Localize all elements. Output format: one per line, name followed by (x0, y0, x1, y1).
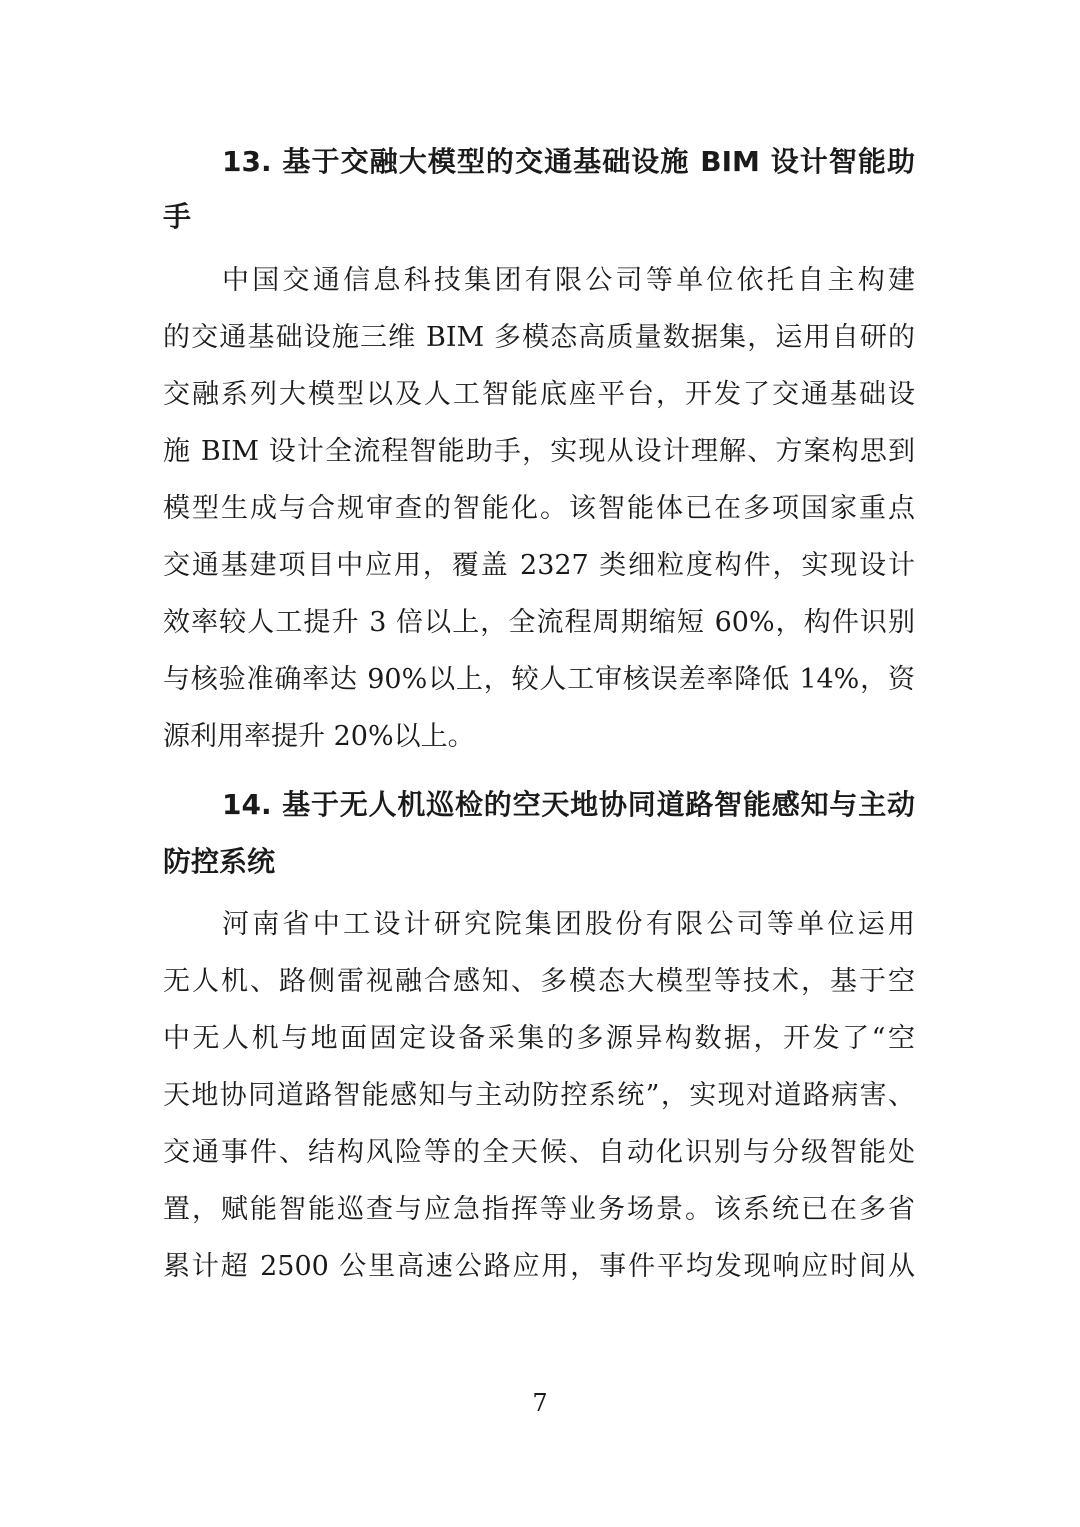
section-13-body-line: 施 BIM 设计全流程智能助手，实现从设计理解、方案构思到 (163, 436, 915, 467)
section-13-body-line: 交融系列大模型以及人工智能底座平台，开发了交通基础设 (163, 379, 915, 410)
section-13-body-line: 中国交通信息科技集团有限公司等单位依托自主构建 (222, 265, 915, 296)
section-14-body-line: 累计超 2500 公里高速公路应用，事件平均发现响应时间从 (163, 1251, 915, 1282)
section-13-heading-line-1: 13. 基于交融大模型的交通基础设施 BIM 设计智能助 (222, 145, 915, 178)
section-13-heading-line-2: 手 (163, 200, 192, 233)
section-13-body-line: 效率较人工提升 3 倍以上，全流程周期缩短 60%，构件识别 (163, 607, 915, 638)
section-14-body-line: 天地协同道路智能感知与主动防控系统”，实现对道路病害、 (163, 1080, 915, 1111)
section-14-body-line: 无人机、路侧雷视融合感知、多模态大模型等技术，基于空 (163, 966, 915, 997)
section-13-body-line: 源利用率提升 20%以上。 (163, 721, 475, 752)
section-14-heading-line-2: 防控系统 (163, 845, 276, 878)
section-14-heading-line-1: 14. 基于无人机巡检的空天地协同道路智能感知与主动 (222, 788, 915, 821)
section-13-body-line: 模型生成与合规审查的智能化。该智能体已在多项国家重点 (163, 493, 915, 524)
section-14-body-line: 河南省中工设计研究院集团股份有限公司等单位运用 (222, 909, 915, 940)
section-13-body-line: 交通基建项目中应用，覆盖 2327 类细粒度构件，实现设计 (163, 550, 915, 581)
section-13-body-line: 与核验准确率达 90%以上，较人工审核误差率降低 14%，资 (163, 664, 915, 695)
page-number: 7 (532, 1389, 548, 1417)
section-14-body-line: 置，赋能智能巡查与应急指挥等业务场景。该系统已在多省 (163, 1194, 915, 1225)
section-14-body-line: 中无人机与地面固定设备采集的多源异构数据，开发了“空 (163, 1023, 915, 1054)
section-13-body-line: 的交通基础设施三维 BIM 多模态高质量数据集，运用自研的 (163, 322, 915, 353)
section-14-body-line: 交通事件、结构风险等的全天候、自动化识别与分级智能处 (163, 1137, 915, 1168)
